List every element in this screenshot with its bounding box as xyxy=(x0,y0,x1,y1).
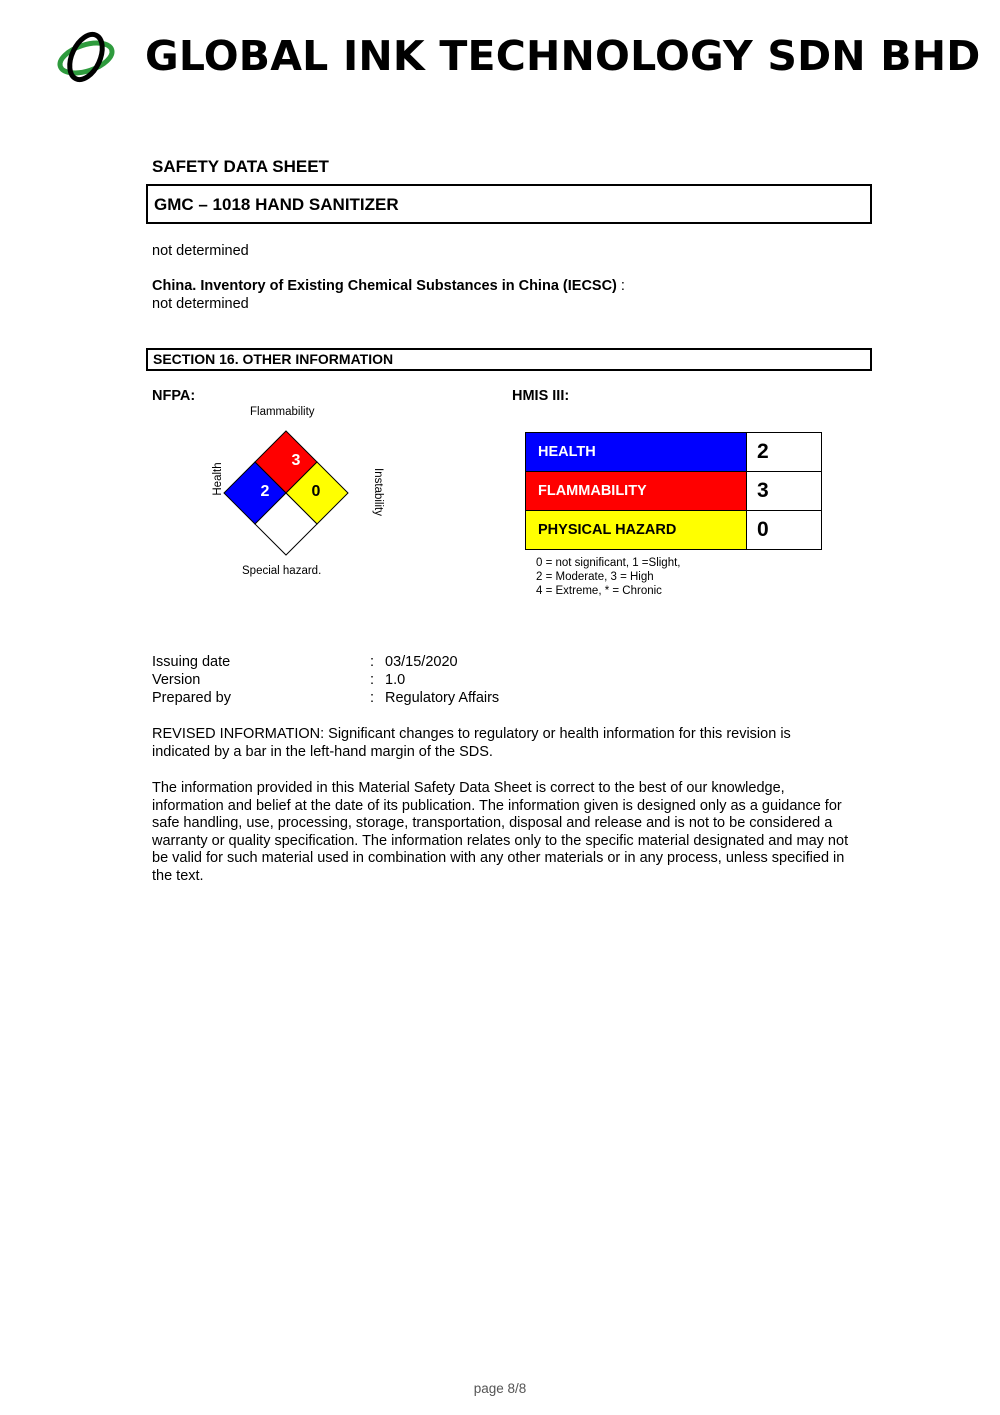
hmis-table xyxy=(525,432,822,550)
section-16-header xyxy=(146,348,872,371)
prepared-by-colon: : xyxy=(370,690,375,706)
hmis-legend-line: 0 = not significant, 1 =Slight, xyxy=(536,557,681,569)
document-type-title: SAFETY DATA SHEET xyxy=(152,157,329,176)
hmis-category-health: HEALTH xyxy=(526,433,747,472)
china-inventory-line xyxy=(152,277,625,295)
version-row xyxy=(0,671,1000,689)
version-value: 1.0 xyxy=(385,672,406,688)
hmis-row-physical-hazard xyxy=(526,511,822,550)
issuing-date-colon: : xyxy=(370,654,375,670)
previous-inventory-status: not determined xyxy=(152,243,249,259)
nfpa-health-value: 2 xyxy=(260,483,270,500)
hmis-legend xyxy=(536,556,680,598)
prepared-by-row xyxy=(0,689,1000,707)
issuing-date-value: 03/15/2020 xyxy=(385,654,458,670)
nfpa-flammability-label: Flammability xyxy=(250,406,315,418)
green-black-ring-logo-icon xyxy=(55,28,117,86)
nfpa-special-hazard-label: Special hazard. xyxy=(242,565,322,577)
nfpa-label: NFPA: xyxy=(152,388,196,404)
hmis-label: HMIS III: xyxy=(512,388,570,404)
hmis-row-flammability xyxy=(526,472,822,511)
prepared-by-value: Regulatory Affairs xyxy=(385,690,500,706)
hmis-value-health: 2 xyxy=(747,433,822,472)
hmis-value-flammability: 3 xyxy=(747,472,822,511)
hmis-row-health xyxy=(526,433,822,472)
china-inventory-status: not determined xyxy=(152,296,249,312)
hmis-category-physical-hazard: PHYSICAL HAZARD xyxy=(526,511,747,550)
prepared-by-label: Prepared by xyxy=(152,690,231,706)
product-name-box xyxy=(146,184,872,224)
company-name: GLOBAL INK TECHNOLOGY SDN BHD xyxy=(145,32,981,80)
issuing-date-label: Issuing date xyxy=(152,654,231,670)
china-inventory-label: China. Inventory of Existing Chemical Substances in China (IECSC) xyxy=(152,278,617,294)
hmis-legend-line: 4 = Extreme, * = Chronic xyxy=(536,585,662,597)
nfpa-flammability-value: 3 xyxy=(291,452,301,469)
product-name: GMC – 1018 HAND SANITIZER xyxy=(154,195,399,214)
revised-information-paragraph: REVISED INFORMATION: Significant changes to regulatory or health information for this revision is indicated by a bar in the left-hand margin of the SDS. xyxy=(152,726,791,760)
nfpa-instability-label: Instability xyxy=(372,468,384,516)
hmis-legend-line: 2 = Moderate, 3 = High xyxy=(536,571,654,583)
version-colon: : xyxy=(370,672,375,688)
page-number: page 8/8 xyxy=(473,1381,527,1396)
section-16-title: SECTION 16. OTHER INFORMATION xyxy=(153,351,394,367)
hmis-value-physical-hazard: 0 xyxy=(747,511,822,550)
hmis-category-flammability: FLAMMABILITY xyxy=(526,472,747,511)
china-inventory-colon: : xyxy=(616,278,625,294)
nfpa-diamond xyxy=(205,400,395,590)
nfpa-health-label: Health xyxy=(212,462,224,496)
version-label: Version xyxy=(152,672,201,688)
disclaimer-paragraph: The information provided in this Material Safety Data Sheet is correct to the best of our knowledge, information and belief at the date of its publication. The information given is designed only as a guidance for safe handling, use, processing, storage, transportation, disposal and release and is not to be considered a warranty or quality specification. The information relates only to the specific material designated and may not be valid for such material used in combination with any other materials or in any process, unless specified in the text. xyxy=(152,780,849,884)
issuing-date-row xyxy=(0,653,1000,671)
nfpa-instability-value: 0 xyxy=(311,483,321,500)
